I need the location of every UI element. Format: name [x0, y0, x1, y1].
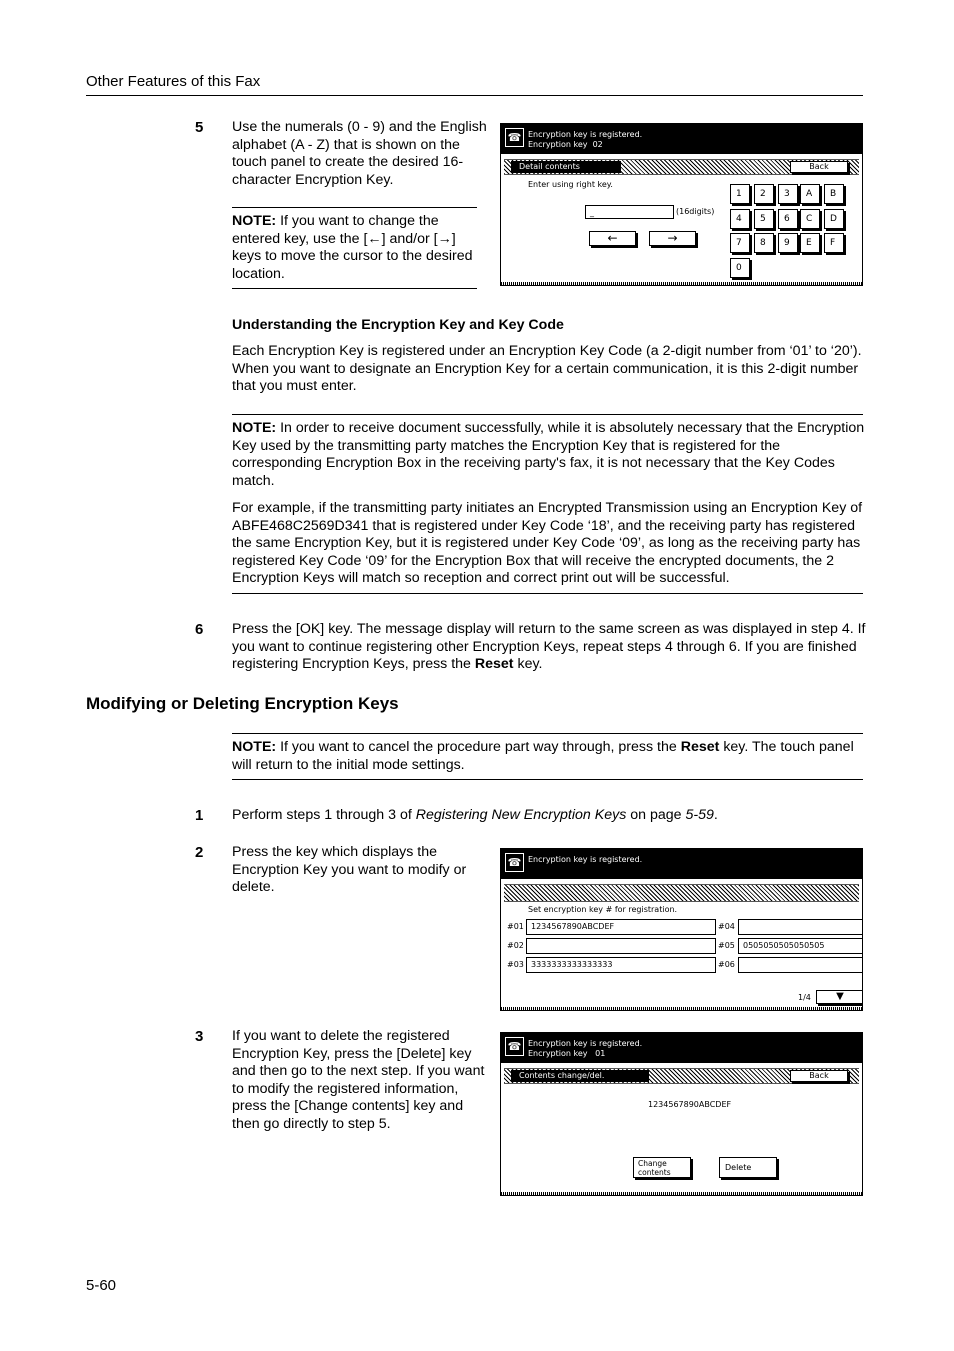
section-heading: Modifying or Deleting Encryption Keys [86, 694, 399, 713]
touch-panel-detail-contents [500, 123, 863, 286]
cursor-right-button[interactable]: → [649, 231, 696, 246]
touch-panel-contents-change [500, 1032, 863, 1196]
fax-logo-icon: ☎ [505, 1037, 524, 1056]
note-label: NOTE: [232, 739, 277, 755]
key-8[interactable]: 8 [754, 233, 774, 253]
key-B[interactable]: B [824, 184, 844, 204]
reset-key-label: Reset [474, 656, 514, 673]
panel-message-bar [501, 849, 862, 879]
tab-contents-change-del[interactable]: Contents change/del. [511, 1070, 649, 1082]
scroll-down-button[interactable]: ▼ [816, 990, 863, 1004]
reference-title: Registering New Encryption Keys [415, 807, 627, 823]
selected-key-value: 1234567890ABCDEF [648, 1100, 732, 1109]
key-6[interactable]: 6 [778, 209, 798, 229]
step-number-2: 2 [195, 844, 204, 861]
change-contents-button[interactable]: Change contents [633, 1157, 691, 1178]
mstep1-text-a: Perform steps 1 through 3 of [232, 807, 416, 823]
step-number-6: 6 [195, 621, 204, 638]
panel-instruction: Enter using right key. [528, 180, 613, 189]
note-label: NOTE: [232, 213, 277, 229]
fax-logo-icon: ☎ [505, 128, 524, 147]
key-F[interactable]: F [824, 233, 844, 253]
delete-button[interactable]: Delete [719, 1157, 777, 1178]
key-label-05: #05 [718, 941, 735, 950]
panel-message: Encryption key is registered. Encryption key 01 [528, 1039, 643, 1058]
key-slot-05[interactable]: 0505050505050505 [738, 938, 863, 954]
note-rule-bottom [232, 288, 477, 289]
back-button[interactable]: Back [790, 1070, 848, 1082]
key-3[interactable]: 3 [778, 184, 798, 204]
note-text: If you want to change the entered key, use the [←] and/or [→] keys to move the cursor to the desired location. [232, 213, 473, 282]
understanding-note [232, 420, 866, 490]
key-label-03: #03 [507, 960, 524, 969]
key-A[interactable]: A [800, 184, 820, 204]
mstep3-text: If you want to delete the registered Encryption Key, press the [Delete] key and then go to the next step. If you want to modify the registered information, press the [Change contents] key and then go directly to step 5. [232, 1028, 485, 1132]
encryption-key-input[interactable]: _ [585, 205, 674, 219]
key-4[interactable]: 4 [730, 209, 750, 229]
panel-instruction: Set encryption key # for registration. [528, 905, 678, 914]
tab-bar [504, 884, 859, 902]
key-label-04: #04 [718, 922, 735, 931]
step-number-1: 1 [195, 807, 204, 824]
key-9[interactable]: 9 [778, 233, 798, 253]
note-rule-bottom [232, 593, 863, 594]
note-rule-top [232, 733, 863, 734]
note-text: In order to receive document successfully, while it is absolutely necessary that the Encryption Key used by the transmitting party matches the Encryption Key that is registered for the corresponding Encryption Box in the receiving party's fax, it is not necessary that the Key Codes match. [232, 420, 865, 489]
panel-bottom-edge [501, 1007, 862, 1010]
panel-bottom-edge [501, 282, 862, 285]
key-7[interactable]: 7 [730, 233, 750, 253]
mstep2-text: Press the key which displays the Encryption Key you want to modify or delete. [232, 844, 467, 896]
tab-detail-contents[interactable]: Detail contents [511, 161, 621, 173]
key-C[interactable]: C [800, 209, 820, 229]
note-label: NOTE: [232, 420, 277, 436]
fax-logo-icon: ☎ [505, 853, 524, 872]
note-text-a: If you want to cancel the procedure part way through, press the [276, 739, 681, 755]
step-number-3: 3 [195, 1028, 204, 1045]
key-D[interactable]: D [824, 209, 844, 229]
page-indicator: 1/4 [798, 993, 811, 1002]
note-text-b: key. The touch panel will return to the initial mode settings. [232, 739, 854, 773]
key-1[interactable]: 1 [730, 184, 750, 204]
step-number-5: 5 [195, 119, 204, 136]
key-slot-03[interactable]: 3333333333333333 [526, 957, 716, 973]
digits-label: (16digits) [676, 207, 715, 216]
panel-message: Encryption key is registered. [528, 855, 643, 864]
step6-text [232, 621, 866, 674]
panel-message-bar [501, 124, 862, 154]
back-button[interactable]: Back [790, 161, 848, 173]
panel-message: Encryption key is registered. Encryption key 02 [528, 130, 643, 149]
key-E[interactable]: E [800, 233, 820, 253]
understanding-paragraph: Each Encryption Key is registered under an Encryption Key Code (a 2-digit number from ‘01’ to ‘20’). When you want to designate an Encryption Key for a certain communication, it is this 2-digit number that you must enter. [232, 343, 862, 395]
running-header: Other Features of this Fax [86, 73, 261, 90]
key-5[interactable]: 5 [754, 209, 774, 229]
section-note [232, 739, 866, 774]
key-0[interactable]: 0 [730, 258, 750, 278]
note-rule-top [232, 414, 863, 415]
panel-message-bar [501, 1033, 862, 1063]
key-slot-04[interactable] [738, 919, 863, 935]
step6-text-a: Press the [OK] key. The message display will return to the same screen as was displayed in step 4. If you want to continue registering other Encryption Keys, repeat steps 4 through 6. If you are finished registering Encryption Keys, press the [232, 621, 866, 673]
step6-text-b: key. [513, 656, 543, 673]
key-2[interactable]: 2 [754, 184, 774, 204]
understanding-example: For example, if the transmitting party initiates an Encrypted Transmission using an Encryption Key of ABFE468C2569D341 that is registered under Key Code ‘18’, and the receiving party has registered the same Encryption Key, but it is registered under Key Code ‘09’, as long as the receiving party has registered Key Code ‘09’ for the Encryption Box that will receive the encrypted documents, the 2 Encryption Keys will match so reception and correct print out will be successful. [232, 500, 863, 587]
key-label-02: #02 [507, 941, 524, 950]
page-number: 5-60 [86, 1277, 117, 1294]
step5-text: Use the numerals (0 - 9) and the English alphabet (A - Z) that is shown on the touch panel to create the desired 16-character Encryption Key. [232, 119, 487, 188]
header-rule [86, 95, 863, 96]
panel-bottom-edge [501, 1192, 862, 1195]
note-rule-bottom [232, 779, 863, 780]
mstep1-text [232, 807, 863, 825]
key-slot-02[interactable] [526, 938, 716, 954]
cursor-left-button[interactable]: ← [589, 231, 636, 246]
mstep1-text-b: on page [626, 807, 686, 823]
key-slot-01[interactable]: 1234567890ABCDEF [526, 919, 716, 935]
note-rule-top [232, 207, 477, 208]
mstep1-text-c: . [713, 807, 718, 823]
key-slot-06[interactable] [738, 957, 863, 973]
touch-panel-key-list [500, 848, 863, 1011]
reference-page: 5-59 [685, 807, 714, 823]
step5-note [232, 213, 480, 283]
key-label-01: #01 [507, 922, 524, 931]
understanding-heading: Understanding the Encryption Key and Key Code [232, 317, 564, 333]
key-label-06: #06 [718, 960, 735, 969]
reset-key-label: Reset [680, 739, 720, 755]
